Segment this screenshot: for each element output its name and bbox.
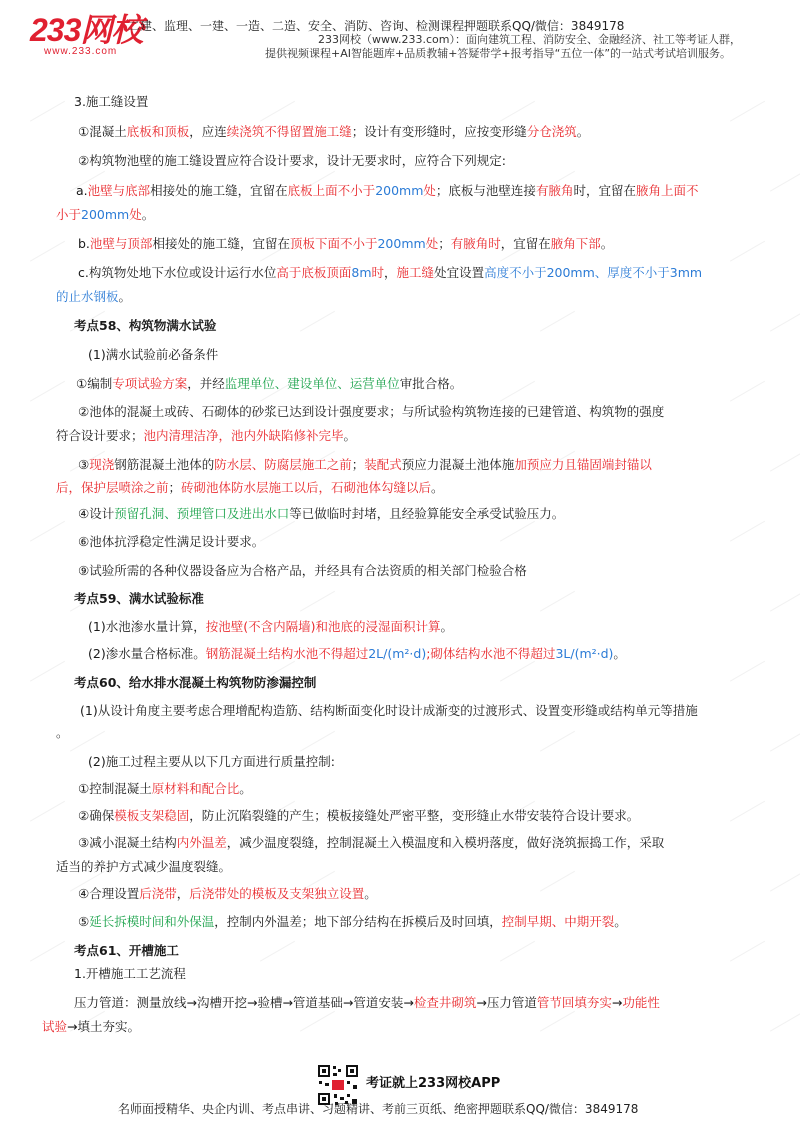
highlight-text: 专项试验方案 xyxy=(112,376,188,391)
paragraph-line xyxy=(74,993,660,1013)
text-segment: ③ xyxy=(78,457,90,472)
text-segment: ， xyxy=(176,886,190,901)
watermark-mark xyxy=(730,241,770,271)
text-segment: ④设计 xyxy=(78,506,115,521)
highlight-text: 后浇带处的模板及支架独立设置 xyxy=(189,886,365,901)
watermark-mark xyxy=(540,311,580,341)
watermark-mark xyxy=(30,381,70,411)
text-segment: 。 xyxy=(343,428,357,443)
text-segment: ①控制混凝土 xyxy=(78,781,152,796)
text-segment: 。 xyxy=(614,914,627,929)
highlight-text: 顶板下面不小于 xyxy=(289,236,378,251)
highlight-text: 钢筋混凝土结构水池不得超过 xyxy=(205,646,369,661)
watermark-mark xyxy=(730,381,770,411)
text-segment: 。 xyxy=(600,236,614,251)
highlight-text: 延长拆模时间和外保温 xyxy=(89,914,215,929)
paragraph-line xyxy=(78,912,627,932)
paragraph-line xyxy=(88,644,626,664)
highlight-text: 的止水钢板 xyxy=(56,289,119,304)
highlight-text: 2L/(m²·d) xyxy=(368,646,427,661)
text-segment: ；设计有变形缝时，应按变形缝 xyxy=(351,124,527,139)
text-segment: 压力管道：测量放线→沟槽开挖→验槽→管道基础→管道安装→ xyxy=(74,995,414,1010)
watermark-mark xyxy=(730,521,770,551)
highlight-text: 小于 xyxy=(56,207,82,222)
paragraph-line xyxy=(88,617,453,637)
highlight-text: 检查井砌筑 xyxy=(413,995,477,1010)
topic-58-heading: 考点58、构筑物满水试验 xyxy=(74,318,217,333)
highlight-text: 砖砌池体防水层施工以后，石砌池体勾缝以后 xyxy=(181,480,432,495)
paragraph-line xyxy=(56,426,356,446)
topic-60-heading: 考点60、给水排水混凝土构筑物防渗漏控制 xyxy=(74,675,317,690)
text-segment: 时，宜留在 xyxy=(573,183,636,198)
paragraph-line xyxy=(78,263,702,283)
header-intro-line: 233网校（www.233.com）：面向建筑工程、消防安全、金融经济、社工等考证人群， xyxy=(318,33,741,46)
highlight-text: 原材料和配合比 xyxy=(151,781,240,796)
highlight-text: 监理单位、建设单位、运营单位 xyxy=(224,376,400,391)
text-segment: 钢筋混凝土池体的 xyxy=(114,457,215,472)
text-segment: →填土夯实。 xyxy=(67,1019,140,1034)
text-segment: 。 xyxy=(613,646,626,661)
text-segment: ②确保 xyxy=(78,808,115,823)
watermark-mark xyxy=(770,311,800,341)
text-segment: ，并经 xyxy=(187,376,225,391)
highlight-text: 施工缝 xyxy=(396,265,435,280)
paragraph-line: ②构筑物池壁的施工缝设置应符合设计要求，设计无要求时，应符合下列规定: xyxy=(78,153,506,168)
logo-text: 233网校 xyxy=(30,12,143,48)
text-segment: c.构筑物处地下水位或设计运行水位 xyxy=(78,265,277,280)
paragraph-line xyxy=(56,287,131,307)
paragraph-line xyxy=(78,455,652,475)
header-service-line: 提供视频课程+AI智能题库+品质教辅+答疑带学+报考指导“五位一体”的一站式考试培训服务。 xyxy=(265,47,732,60)
watermark-mark xyxy=(770,591,800,621)
text-segment: 。 xyxy=(239,781,252,796)
paragraph-line xyxy=(78,833,664,853)
watermark-mark xyxy=(30,801,70,831)
highlight-text: 池壁与底部 xyxy=(87,183,151,198)
text-segment: ，控制内外温差；地下部分结构在拆模后及时回填， xyxy=(214,914,502,929)
highlight-text: 腋角上面不 xyxy=(635,183,699,198)
text-segment: a. xyxy=(76,183,88,198)
header-contact-line: 二建、监理、一建、一造、二造、安全、消防、咨询、检测课程押题联系QQ/微信：3849178 xyxy=(128,19,625,33)
highlight-text: 后，保护层喷涂之前 xyxy=(56,480,169,495)
highlight-text: 处 xyxy=(129,207,142,222)
paragraph-line: (2)施工过程主要从以下几方面进行质量控制: xyxy=(88,754,335,769)
page-header xyxy=(0,0,800,72)
watermark-mark xyxy=(730,101,770,131)
paragraph-line xyxy=(78,122,589,142)
watermark-mark xyxy=(30,521,70,551)
highlight-text: 加预应力且锚固端封锚以 xyxy=(514,457,652,472)
text-segment: 。 xyxy=(440,619,453,634)
watermark-mark xyxy=(260,521,300,551)
watermark-mark xyxy=(770,731,800,761)
highlight-text: 高于底板顶面 xyxy=(276,265,352,280)
watermark-mark xyxy=(30,661,70,691)
paragraph-line xyxy=(76,374,462,394)
text-segment: ；底板与池壁连接 xyxy=(435,183,536,198)
paragraph-line xyxy=(78,884,377,904)
watermark-mark xyxy=(770,871,800,901)
watermark-mark xyxy=(260,941,300,971)
text-segment: 。 xyxy=(576,124,590,139)
text-segment: (2)渗水量合格标准。 xyxy=(88,646,206,661)
paragraph-line: ②池体的混凝土或砖、石砌体的砂浆已达到设计强度要求；与所试验构筑物连接的已建管道、构筑物的强度 xyxy=(78,404,665,419)
paragraph-line xyxy=(42,1017,140,1037)
text-segment: ，宜留在 xyxy=(500,236,551,251)
highlight-text: 预留孔洞、预埋管口及进出水口 xyxy=(114,506,290,521)
watermark-mark xyxy=(500,661,540,691)
app-promo-text: 考证就上233网校APP xyxy=(366,1076,501,1091)
text-segment: 符合设计要求； xyxy=(56,428,144,443)
text-segment: 。 xyxy=(431,480,444,495)
highlight-text: 管节回填夯实 xyxy=(536,995,612,1010)
watermark-mark xyxy=(730,801,770,831)
highlight-text: 时 xyxy=(371,265,385,280)
paragraph-line: ⑨试验所需的各种仪器设备应为合格产品，并经具有合法资质的相关部门检验合格 xyxy=(78,563,527,578)
section-heading: 3.施工缝设置 xyxy=(74,94,149,109)
text-segment: 。 xyxy=(118,289,132,304)
paragraph-line xyxy=(78,779,252,799)
highlight-text: 现浇 xyxy=(89,457,115,472)
highlight-text: 装配式 xyxy=(364,457,402,472)
highlight-text: 高度不小于200mm、厚度不小于3mm xyxy=(484,265,703,280)
text-segment: →压力管道 xyxy=(476,995,537,1010)
watermark-mark xyxy=(500,521,540,551)
watermark-mark xyxy=(500,941,540,971)
text-segment: 审批合格。 xyxy=(399,376,463,391)
text-segment: 相接处的施工缝，宜留在 xyxy=(152,236,290,251)
highlight-text: 防水层、防腐层施工之前 xyxy=(214,457,352,472)
watermark-mark xyxy=(770,451,800,481)
paragraph-line xyxy=(78,806,639,826)
highlight-text: 8m xyxy=(351,265,372,280)
highlight-text: ;砌体结构水池不得超过 xyxy=(426,646,556,661)
watermark-mark xyxy=(30,241,70,271)
text-segment: 处宜设置 xyxy=(434,265,485,280)
watermark-mark xyxy=(540,1011,580,1041)
paragraph-line: 。 xyxy=(56,725,69,740)
watermark-mark xyxy=(730,661,770,691)
topic-59-heading: 考点59、满水试验标准 xyxy=(74,591,204,606)
watermark-mark xyxy=(540,591,580,621)
highlight-text: 处 xyxy=(423,183,436,198)
topic-61-heading: 考点61、开槽施工 xyxy=(74,943,179,958)
highlight-text: 200mm xyxy=(81,207,130,222)
paragraph-line xyxy=(78,504,564,524)
footer-contact-line: 名师面授精华、央企内训、考点串讲、习题精讲、考前三页纸、绝密押题联系QQ/微信：3849178 xyxy=(118,1102,639,1116)
highlight-text: 试验 xyxy=(42,1019,68,1034)
highlight-text: 池内清理洁净，池内外缺陷修补完毕 xyxy=(143,428,344,443)
highlight-text: 处 xyxy=(425,236,439,251)
text-segment: 。 xyxy=(364,886,377,901)
highlight-text: 续浇筑不得留置施工缝 xyxy=(226,124,352,139)
text-segment: ，应连 xyxy=(189,124,227,139)
text-segment: ①混凝土 xyxy=(78,124,127,139)
text-segment: 相接处的施工缝，宜留在 xyxy=(150,183,288,198)
text-segment: ； xyxy=(168,480,182,495)
highlight-text: 后浇带 xyxy=(139,886,177,901)
logo-subtext: www.233.com xyxy=(44,46,118,57)
highlight-text: 底板和顶板 xyxy=(126,124,190,139)
text-segment: → xyxy=(611,995,623,1010)
highlight-text: 有腋角 xyxy=(535,183,574,198)
paragraph-line xyxy=(78,234,613,254)
text-segment: ； xyxy=(351,457,365,472)
text-segment: ，减少温度裂缝，控制混凝土入模温度和入模坍落度，做好浇筑振捣工作，采取 xyxy=(226,835,665,850)
highlight-text: 控制早期、中期开裂 xyxy=(501,914,615,929)
page-footer xyxy=(0,1060,800,1131)
highlight-text: 分仓浇筑 xyxy=(526,124,577,139)
paragraph-line: (1)从设计角度主要考虑合理增配构造筋、结构断面变化时设计成渐变的过渡形式、设置变形缝或结构单元等措施 xyxy=(80,703,698,718)
watermark-mark xyxy=(300,311,340,341)
text-segment: ⑤ xyxy=(78,914,90,929)
highlight-text: 模板支架稳固 xyxy=(114,808,190,823)
highlight-text: 腋角下部 xyxy=(550,236,601,251)
highlight-text: 200mm xyxy=(375,183,424,198)
text-segment: 预应力混凝土池体施 xyxy=(401,457,515,472)
paragraph-line: (1)满水试验前必备条件 xyxy=(88,347,219,362)
paragraph-line xyxy=(56,478,444,498)
paragraph-line: ⑥池体抗浮稳定性满足设计要求。 xyxy=(78,534,265,549)
text-segment: b. xyxy=(78,236,90,251)
watermark-mark xyxy=(540,871,580,901)
watermark-mark xyxy=(730,941,770,971)
paragraph-line xyxy=(76,181,698,201)
paragraph-line: 适当的养护方式减少温度裂缝。 xyxy=(56,859,232,874)
text-segment: ④合理设置 xyxy=(78,886,140,901)
text-segment: 等已做临时封堵，且经验算能安全承受试验压力。 xyxy=(289,506,565,521)
text-segment: ③减小混凝土结构 xyxy=(78,835,177,850)
text-segment: 。 xyxy=(141,207,155,222)
text-segment: ①编制 xyxy=(76,376,113,391)
watermark-mark xyxy=(540,731,580,761)
text-segment: ； xyxy=(438,236,451,251)
text-segment: (1)水池渗水量计算， xyxy=(88,619,206,634)
highlight-text: 功能性 xyxy=(622,995,660,1010)
highlight-text: 按池壁(不含内隔墙)和池底的浸湿面积计算 xyxy=(205,619,441,634)
watermark-mark xyxy=(30,941,70,971)
watermark-mark xyxy=(300,591,340,621)
paragraph-line xyxy=(56,205,154,225)
highlight-text: 底板上面不小于 xyxy=(287,183,376,198)
highlight-text: 池壁与顶部 xyxy=(89,236,153,251)
watermark-mark xyxy=(30,101,70,131)
paragraph-line: 1.开槽施工工艺流程 xyxy=(74,966,186,981)
text-segment: ，防止沉陷裂缝的产生；模板接缝处严密平整，变形缝止水带安装符合设计要求。 xyxy=(189,808,640,823)
highlight-text: 3L/(m²·d) xyxy=(555,646,614,661)
highlight-text: 内外温差 xyxy=(176,835,227,850)
watermark-mark xyxy=(770,171,800,201)
watermark-mark xyxy=(300,1011,340,1041)
watermark-mark xyxy=(770,1011,800,1041)
text-segment: ， xyxy=(384,265,397,280)
highlight-text: 有腋角时 xyxy=(450,236,501,251)
highlight-text: 200mm xyxy=(377,236,426,251)
